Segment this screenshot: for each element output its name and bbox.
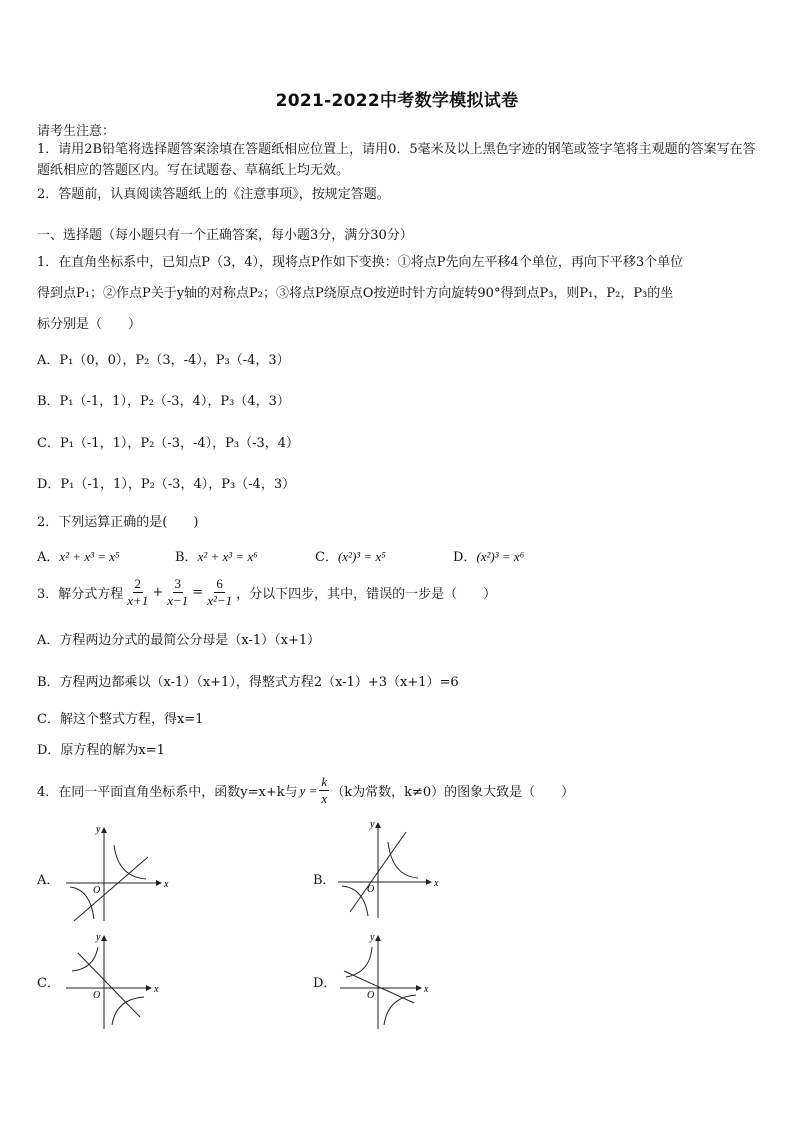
q1-option-a[interactable]: A．P₁（0，0），P₂（3，-4），P₃（-4，3） — [37, 353, 290, 368]
q3-option-c[interactable]: C．解这个整式方程，得x=1 — [37, 712, 204, 727]
section-heading: 一、选择题（每小题只有一个正确答案，每小题3分，满分30分） — [37, 228, 413, 243]
origin-label: O — [93, 990, 101, 1001]
q3-fraction-2 — [165, 576, 190, 609]
hyperbola-branch-q1 — [388, 842, 418, 878]
q2-option-d[interactable] — [453, 546, 524, 565]
y-axis-label: y — [96, 824, 101, 835]
origin-label: O — [367, 990, 375, 1001]
q2-option-b-expr: x² + x³ = x⁶ — [197, 549, 258, 564]
notice-item-2: 2．答题前，认真阅读答题纸上的《注意事项》，按规定答题。 — [37, 187, 390, 202]
q4-fraction-den: x — [321, 791, 328, 806]
q4-graph-b[interactable] — [330, 820, 440, 924]
q3-stem — [37, 576, 496, 609]
x-axis-label: x — [164, 879, 169, 890]
line-graph — [74, 857, 148, 921]
q4-stem-prefix: 4．在同一平面直角坐标系中，函数y=x+k与 — [37, 785, 298, 800]
q3-option-b[interactable]: B．方程两边都乘以（x-1）（x+1），得整式方程2（x-1）+3（x+1）=6 — [37, 675, 459, 690]
page-title: 2021-2022中考数学模拟试卷 — [275, 91, 519, 111]
q3-equals: = — [192, 585, 204, 600]
q3-option-d[interactable]: D．原方程的解为x=1 — [37, 743, 165, 758]
y-axis-arrow-icon — [375, 822, 381, 828]
q4-fraction-num: k — [321, 774, 328, 789]
q4-graph-d[interactable] — [330, 933, 440, 1037]
q3-fraction-2-num: 3 — [174, 576, 181, 591]
q3-fraction-1-den: x+1 — [127, 593, 149, 608]
x-axis-arrow-icon — [416, 985, 422, 991]
x-axis-label: x — [424, 984, 429, 995]
q3-fraction-3 — [205, 576, 234, 609]
q4-fraction — [319, 774, 329, 807]
line-graph — [344, 971, 414, 1003]
q1-stem-line-3: 标分别是（ ） — [37, 317, 142, 332]
notice-item-1: 1．请用2B铅笔将选择题答案涂填在答题纸相应位置上，请用0．5毫米及以上黑色字迹的钢笔或签字笔将主观题的答案写在答题纸相应的答题区内。写在试题卷、草稿纸上均无效。 — [37, 142, 756, 178]
y-axis-arrow-icon — [101, 827, 107, 833]
q2-option-c-expr: (x²)³ = x⁵ — [337, 549, 386, 564]
origin-label: O — [93, 885, 101, 896]
y-axis-label: y — [370, 819, 375, 830]
q4-stem-suffix: （k为常数，k≠0）的图象大致是（ ） — [331, 785, 575, 800]
q3-fraction-3-den: x²−1 — [207, 593, 233, 608]
q2-option-d-label: D． — [453, 550, 477, 565]
q3-fraction-3-num: 6 — [216, 576, 223, 591]
q4-option-c-label[interactable]: C． — [37, 976, 60, 991]
q3-fraction-2-den: x−1 — [167, 593, 189, 608]
y-axis-label: y — [96, 932, 101, 943]
q1-option-c[interactable]: C．P₁（-1，1），P₂（-3，-4），P₃（-3，4） — [37, 436, 300, 451]
line-graph — [78, 953, 140, 1017]
q4-graph-a[interactable] — [60, 825, 170, 929]
q1-option-b[interactable]: B．P₁（-1，1），P₂（-3，4），P₃（4，3） — [37, 394, 290, 409]
q2-option-a-label: A． — [37, 550, 60, 565]
q2-option-c[interactable] — [315, 546, 386, 565]
x-axis-label: x — [434, 878, 439, 889]
q4-option-a-label[interactable]: A． — [37, 873, 60, 888]
x-axis-arrow-icon — [146, 985, 152, 991]
y-axis-arrow-icon — [375, 935, 381, 941]
q2-option-a-expr: x² + x³ = x⁵ — [59, 549, 120, 564]
q2-option-b[interactable] — [175, 546, 258, 565]
y-axis-label: y — [370, 932, 375, 943]
hyperbola-branch-q2 — [346, 947, 372, 977]
q3-plus: + — [152, 585, 164, 600]
q2-option-d-expr: (x²)³ = x⁶ — [476, 549, 525, 564]
hyperbola-branch-q1 — [114, 845, 146, 879]
y-axis-arrow-icon — [101, 935, 107, 941]
q4-graph-c[interactable] — [60, 933, 170, 1037]
hyperbola-branch-q3 — [342, 886, 368, 916]
x-axis-arrow-icon — [156, 880, 162, 886]
origin-label: O — [367, 884, 375, 895]
x-axis-label: x — [154, 984, 159, 995]
hyperbola-branch-q4 — [112, 997, 144, 1025]
q3-option-a[interactable]: A．方程两边分式的最简公分母是（x-1）（x+1） — [37, 633, 321, 648]
q2-stem: 2．下列运算正确的是( ) — [37, 515, 199, 530]
q1-option-d[interactable]: D．P₁（-1，1），P₂（-3，4），P₃（-4，3） — [37, 477, 296, 492]
q2-option-b-label: B． — [175, 550, 198, 565]
q3-fraction-1-num: 2 — [134, 576, 142, 591]
q4-option-b-label[interactable]: B． — [313, 873, 336, 888]
q4-y-eq: y = — [299, 782, 318, 798]
q2-option-c-label: C． — [315, 550, 338, 565]
q3-stem-prefix: 3．解分式方程 — [37, 587, 124, 602]
q2-option-a[interactable] — [37, 546, 120, 565]
x-axis-arrow-icon — [426, 879, 432, 885]
hyperbola-branch-q2 — [72, 947, 98, 971]
q4-option-d-label[interactable]: D． — [313, 976, 337, 991]
q4-stem — [37, 774, 574, 807]
notice-heading: 请考生注意： — [37, 124, 116, 139]
q3-stem-suffix: ，分以下四步，其中，错误的一步是（ ） — [236, 587, 497, 602]
q1-stem-line-2: 得到点P₁；②作点P关于y轴的对称点P₂；③将点P绕原点O按逆时针方向旋转90°得到点P₃，则P₁，P₂，P₃的坐 — [37, 286, 674, 301]
q1-stem-line-1: 1．在直角坐标系中，已知点P（3，4），现将点P作如下变换：①将点P先向左平移4个单位，再向下平移3个单位 — [37, 255, 684, 270]
q3-fraction-1 — [125, 576, 150, 609]
hyperbola-branch-q4 — [384, 995, 416, 1025]
